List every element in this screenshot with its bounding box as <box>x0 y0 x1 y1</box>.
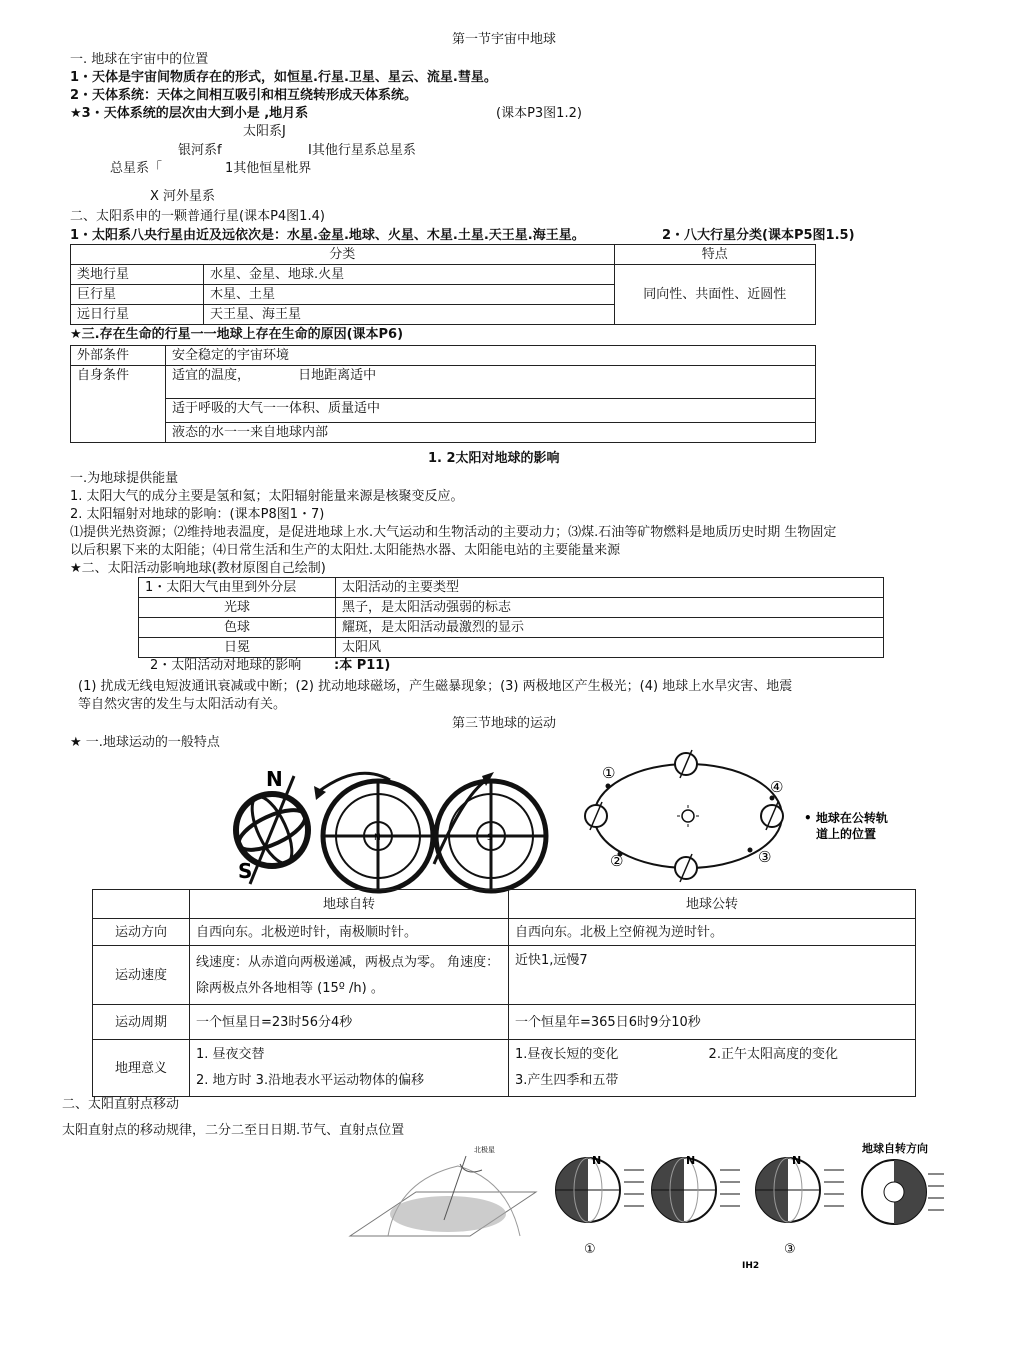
paragraph: 2・天体系统：天体之间相互吸引和相互绕转形成天体系统。 <box>70 88 418 103</box>
meaning-item: 1. 昼夜交替 <box>196 1047 265 1062</box>
orbit-marker <box>770 796 775 801</box>
orbit-caption: 道上的位置 <box>816 827 877 841</box>
sun-table <box>138 577 884 658</box>
paragraph: ★3・天体系统的层次由大到小是 ,地月系 <box>70 106 309 121</box>
meaning-item: 2.正午太阳高度的变化 <box>708 1047 838 1062</box>
figure-code: IH2 <box>742 1261 760 1271</box>
table-cell: 近快1,远慢7 <box>509 946 916 1005</box>
table-cell: 色球 <box>139 618 336 638</box>
table-cell-text: 日地距离适中 <box>298 368 377 383</box>
heading: ★三.存在生命的行星一一地球上存在生命的原因(课本P6) <box>70 327 404 342</box>
paragraph: 1・天体是宇宙间物质存在的形式，如恒星.行星.卫星、星云、流星.彗星。 <box>70 70 497 85</box>
paragraph: ⑴提供光热资源；⑵维持地表温度，是促进地球上水.大气运动和生物活动的主要动力；⑶煤.石油等矿物燃料是地质历史时期 生物固定 <box>70 525 837 540</box>
table-cell: 自西向东。北极逆时针，南极顺时针。 <box>190 919 509 946</box>
sunlight-arrows <box>624 1170 644 1206</box>
orbit-marker <box>606 784 611 789</box>
paragraph: (1) 扰成无线电短波通讯衰减或中断；(2) 扰动地球磁场，产生磁暴现象；(3) 两极地区产生极光；(4) 地球上水旱灾害、地震 <box>78 679 793 694</box>
orbit-label-2: ② <box>610 852 624 870</box>
paragraph: 太阳直射点的移动规律，二分二至日日期.节气、直射点位置 <box>62 1123 405 1138</box>
table-cell <box>190 1040 509 1097</box>
table-cell: 自身条件 <box>71 366 166 443</box>
tree-label: 总星系「 <box>110 161 163 176</box>
table-cell: 木星、土星 <box>204 285 615 305</box>
earth-position-bottom <box>675 854 697 882</box>
table-corner <box>93 890 190 919</box>
meaning-item: 3.产生四季和五带 <box>515 1073 619 1088</box>
rotation-direction-label: 地球自转方向 <box>862 1142 928 1155</box>
table-cell: 太阳风 <box>336 638 884 658</box>
table-header: 分类 <box>71 245 615 265</box>
globe-north-label: N <box>592 1154 602 1167</box>
meaning-item: 2. 地方时 3.沿地表水平运动物体的偏移 <box>196 1073 425 1088</box>
table-header: 地球公转 <box>509 890 916 919</box>
orbit-label-4: ④ <box>770 778 784 796</box>
textbook-ref: :本 P11) <box>334 658 391 673</box>
tree-label: I其他行星系总星系 <box>308 143 416 158</box>
table-header: 1・太阳大气由里到外分层 <box>139 578 336 598</box>
table-cell: 适于呼吸的大气一一体积、质量适中 <box>166 399 816 423</box>
paragraph: 2・太阳活动对地球的影响 <box>150 658 302 673</box>
tree-label: 1其他恒星枇界 <box>225 161 312 176</box>
figure-label-3: ③ <box>784 1242 796 1257</box>
globe-north-label: N <box>792 1154 802 1167</box>
table-cell <box>509 1040 916 1097</box>
globe-1 <box>556 1158 620 1222</box>
paragraph: 1・太阳系八央行星由近及远依次是：水星.金星.地球、火星、木星.土星.天王星.海王星。 <box>70 228 585 243</box>
textbook-ref: (课本P3图1.2) <box>496 106 582 121</box>
tree-label: 太阳系J <box>243 124 286 139</box>
table-cell: 自西向东。北极上空俯视为逆时针。 <box>509 919 916 946</box>
table-cell: 远日行星 <box>71 305 204 325</box>
table-cell: 巨行星 <box>71 285 204 305</box>
globe-rotation-view <box>862 1160 926 1224</box>
earth-position-left <box>585 802 607 830</box>
table-cell-text: 适宜的温度， <box>172 368 251 383</box>
table-cell: 水星、金星、地球.火星 <box>204 265 615 285</box>
table-cell: 一个恒星年=365日6时9分10秒 <box>509 1005 916 1040</box>
table-row-label: 运动速度 <box>93 946 190 1005</box>
table-header: 特点 <box>614 245 815 265</box>
tree-label: 银河系f <box>178 143 222 158</box>
table-cell: 安全稳定的宇宙环境 <box>166 346 816 366</box>
life-table <box>70 345 816 443</box>
table-cell: 黑子，是太阳活动强弱的标志 <box>336 598 884 618</box>
heading: ★ 一.地球运动的一般特点 <box>70 735 220 750</box>
heading: 一. 地球在宇宙中的位置 <box>70 52 209 67</box>
section1-title: 第一节宇宙中地球 <box>452 32 557 47</box>
table-row-label: 运动周期 <box>93 1005 190 1040</box>
earth-position-top <box>675 750 697 778</box>
orbit-marker <box>748 848 753 853</box>
table-cell: 天王星、海王星 <box>204 305 615 325</box>
orbit-label-1: ① <box>602 764 616 782</box>
earth-rotation-figure <box>228 760 558 890</box>
sunlight-arrows <box>928 1174 944 1210</box>
paragraph: 以后积累下来的太阳能；⑷日常生活和生产的太阳灶.太阳能热水器、太阳能电站的主要能量来源 <box>70 543 621 558</box>
table-cell: 日冕 <box>139 638 336 658</box>
sunlight-arrows <box>720 1170 740 1206</box>
pole-label-n: N <box>374 833 381 843</box>
table-cell: 线速度：从赤道向两极递减，两极点为零。 角速度：除两极点外各地相等 (15º /h) 。 <box>190 946 509 1005</box>
paragraph: 等自然灾害的发生与太阳活动有关。 <box>78 697 287 712</box>
celestial-sphere-diagram <box>350 1156 536 1236</box>
figure-label-1: ① <box>584 1242 596 1257</box>
section3-title: 第三节地球的运动 <box>452 716 557 731</box>
table-cell: 液态的水一一来自地球内部 <box>166 423 816 443</box>
table-row-label: 地理意义 <box>93 1040 190 1097</box>
paragraph: 1. 太阳大气的成分主要是氢和氦；太阳辐射能量来源是核聚变反应。 <box>70 489 464 504</box>
table-row-label: 运动方向 <box>93 919 190 946</box>
table-cell <box>166 366 816 399</box>
globe-2 <box>652 1158 716 1222</box>
heading: 一.为地球提供能量 <box>70 471 179 486</box>
sun-icon <box>677 805 699 827</box>
table-cell: 光球 <box>139 598 336 618</box>
paragraph: 2・八大行星分类(课本P5图1.5) <box>662 228 855 243</box>
orbit-label-3: ③ <box>758 848 772 866</box>
table-header: 地球自转 <box>190 890 509 919</box>
earth-orbit-figure <box>580 758 920 888</box>
table-cell: 耀斑，是太阳活动最激烈的显示 <box>336 618 884 638</box>
pole-label-s: S <box>487 833 493 843</box>
paragraph: 2. 太阳辐射对地球的影响：(课本P8图1・7) <box>70 507 325 522</box>
table-cell: 同向性、共面性、近圆性 <box>614 265 815 325</box>
sunlight-arrows <box>824 1170 844 1206</box>
south-label: S <box>238 859 253 883</box>
earth-motion-table <box>92 889 916 1097</box>
heading: ★二、太阳活动影响地球(教材原图自己绘制) <box>70 561 326 576</box>
table-header: 太阳活动的主要类型 <box>336 578 884 598</box>
globe-3 <box>756 1158 820 1222</box>
table-cell: 一个恒星日=23时56分4秒 <box>190 1005 509 1040</box>
north-label: N <box>266 767 283 791</box>
polaris-label: 北极星 <box>474 1146 495 1154</box>
tree-label: X 河外星系 <box>150 189 216 204</box>
section2-title: 1. 2太阳对地球的影响 <box>428 451 560 466</box>
table-cell: 外部条件 <box>71 346 166 366</box>
orbit-caption: • 地球在公转轨 <box>804 811 888 825</box>
heading: 二、太阳直射点移动 <box>62 1097 180 1112</box>
planet-table <box>70 244 816 325</box>
heading: 二、太阳系申的一颗普通行星(课本P4图1.4) <box>70 209 325 224</box>
table-cell: 类地行星 <box>71 265 204 285</box>
sun-direct-point-figure <box>348 1140 948 1275</box>
meaning-item: 1.昼夜长短的变化 <box>515 1047 619 1062</box>
globe-north-label: N <box>686 1154 696 1167</box>
